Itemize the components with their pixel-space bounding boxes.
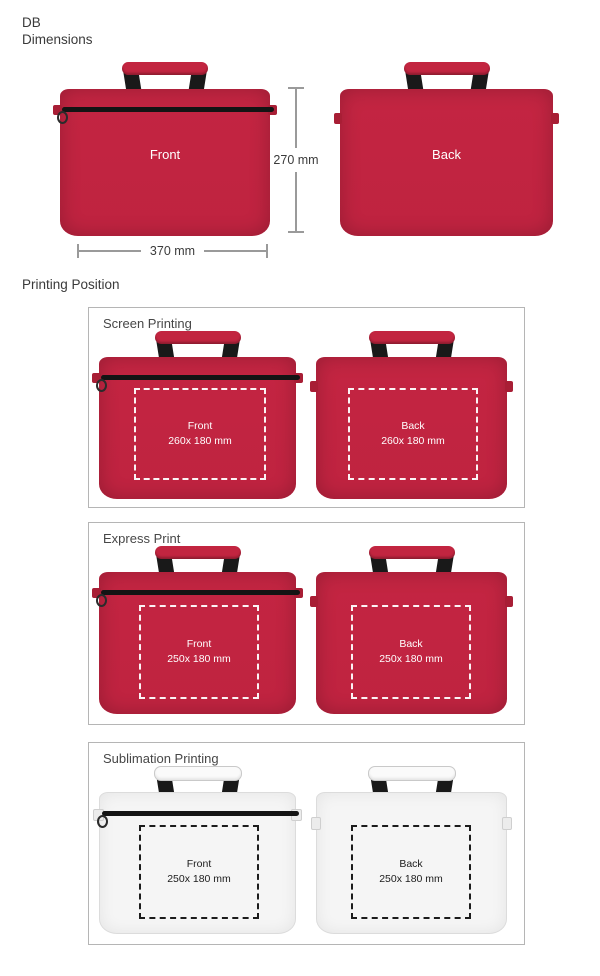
bag-front-view (99, 766, 296, 934)
zipper-pull-icon (96, 379, 107, 392)
side-tab-icon (505, 381, 513, 392)
side-tab-icon (310, 381, 318, 392)
dimension-line (204, 250, 266, 252)
bag-back-view (316, 546, 507, 714)
dimension-line (79, 250, 141, 252)
zipper-icon (101, 375, 300, 380)
dimensions-heading: Dimensions (22, 32, 93, 47)
print-area-front (134, 388, 266, 480)
bag-side-label: Back (432, 147, 461, 162)
side-tab-icon (311, 817, 321, 830)
zipper-pull-icon (57, 111, 68, 124)
side-tab-icon (310, 596, 318, 607)
printing-position-heading: Printing Position (22, 277, 120, 292)
print-area-label: Back (401, 420, 425, 432)
width-dimension-marker (77, 243, 268, 259)
side-tab-icon (502, 817, 512, 830)
section-express-print (88, 522, 525, 725)
section-screen-printing (88, 307, 525, 508)
print-area-label: Front (187, 420, 213, 432)
dimension-cap (288, 231, 304, 233)
doc-header (22, 14, 93, 48)
zipper-icon (101, 590, 300, 595)
side-tab-icon (551, 113, 559, 124)
bag-back-view (316, 766, 507, 934)
print-area-back (351, 605, 471, 699)
bag-front-view (99, 331, 296, 499)
side-tab-icon (505, 596, 513, 607)
handle-grip-icon (155, 546, 241, 559)
bag-body (340, 89, 553, 236)
bag-back-view (340, 62, 553, 236)
bag-front-view (60, 62, 270, 236)
zipper-icon (102, 811, 299, 816)
print-area-back (348, 388, 478, 480)
section-sublimation-printing (88, 742, 525, 945)
height-dimension-label: 270 mm (273, 153, 319, 167)
bag-body (60, 89, 270, 236)
print-area-size: 250x 180 mm (379, 873, 443, 885)
print-area-front (139, 825, 259, 919)
print-area-size: 260x 180 mm (381, 435, 445, 447)
print-area-size: 260x 180 mm (168, 435, 232, 447)
product-code: DB (22, 15, 41, 30)
print-area-size: 250x 180 mm (167, 873, 231, 885)
dimension-tick (266, 244, 268, 258)
print-area-size: 250x 180 mm (167, 653, 231, 665)
dimension-line (295, 89, 297, 148)
print-area-front (139, 605, 259, 699)
height-dimension-marker (273, 87, 319, 233)
print-area-label: Front (186, 638, 212, 650)
print-area-label: Front (186, 858, 212, 870)
handle-grip-icon (155, 331, 241, 344)
bag-side-label: Front (149, 147, 181, 162)
bag-front-view (99, 546, 296, 714)
print-area-label: Back (399, 858, 423, 870)
dimension-line (295, 172, 297, 231)
section-title: Screen Printing (103, 316, 192, 331)
handle-grip-icon (122, 62, 208, 75)
handle-grip-icon (369, 331, 455, 344)
section-title: Express Print (103, 531, 181, 546)
zipper-pull-icon (97, 815, 108, 828)
print-area-size: 250x 180 mm (379, 653, 443, 665)
width-dimension-label: 370 mm (149, 244, 196, 258)
handle-grip-icon (368, 766, 456, 781)
handle-grip-icon (369, 546, 455, 559)
bag-back-view (316, 331, 507, 499)
side-tab-icon (334, 113, 342, 124)
handle-grip-icon (404, 62, 490, 75)
zipper-icon (62, 107, 274, 112)
print-area-back (351, 825, 471, 919)
zipper-pull-icon (96, 594, 107, 607)
section-title: Sublimation Printing (103, 751, 219, 766)
handle-grip-icon (154, 766, 242, 781)
print-area-label: Back (399, 638, 423, 650)
